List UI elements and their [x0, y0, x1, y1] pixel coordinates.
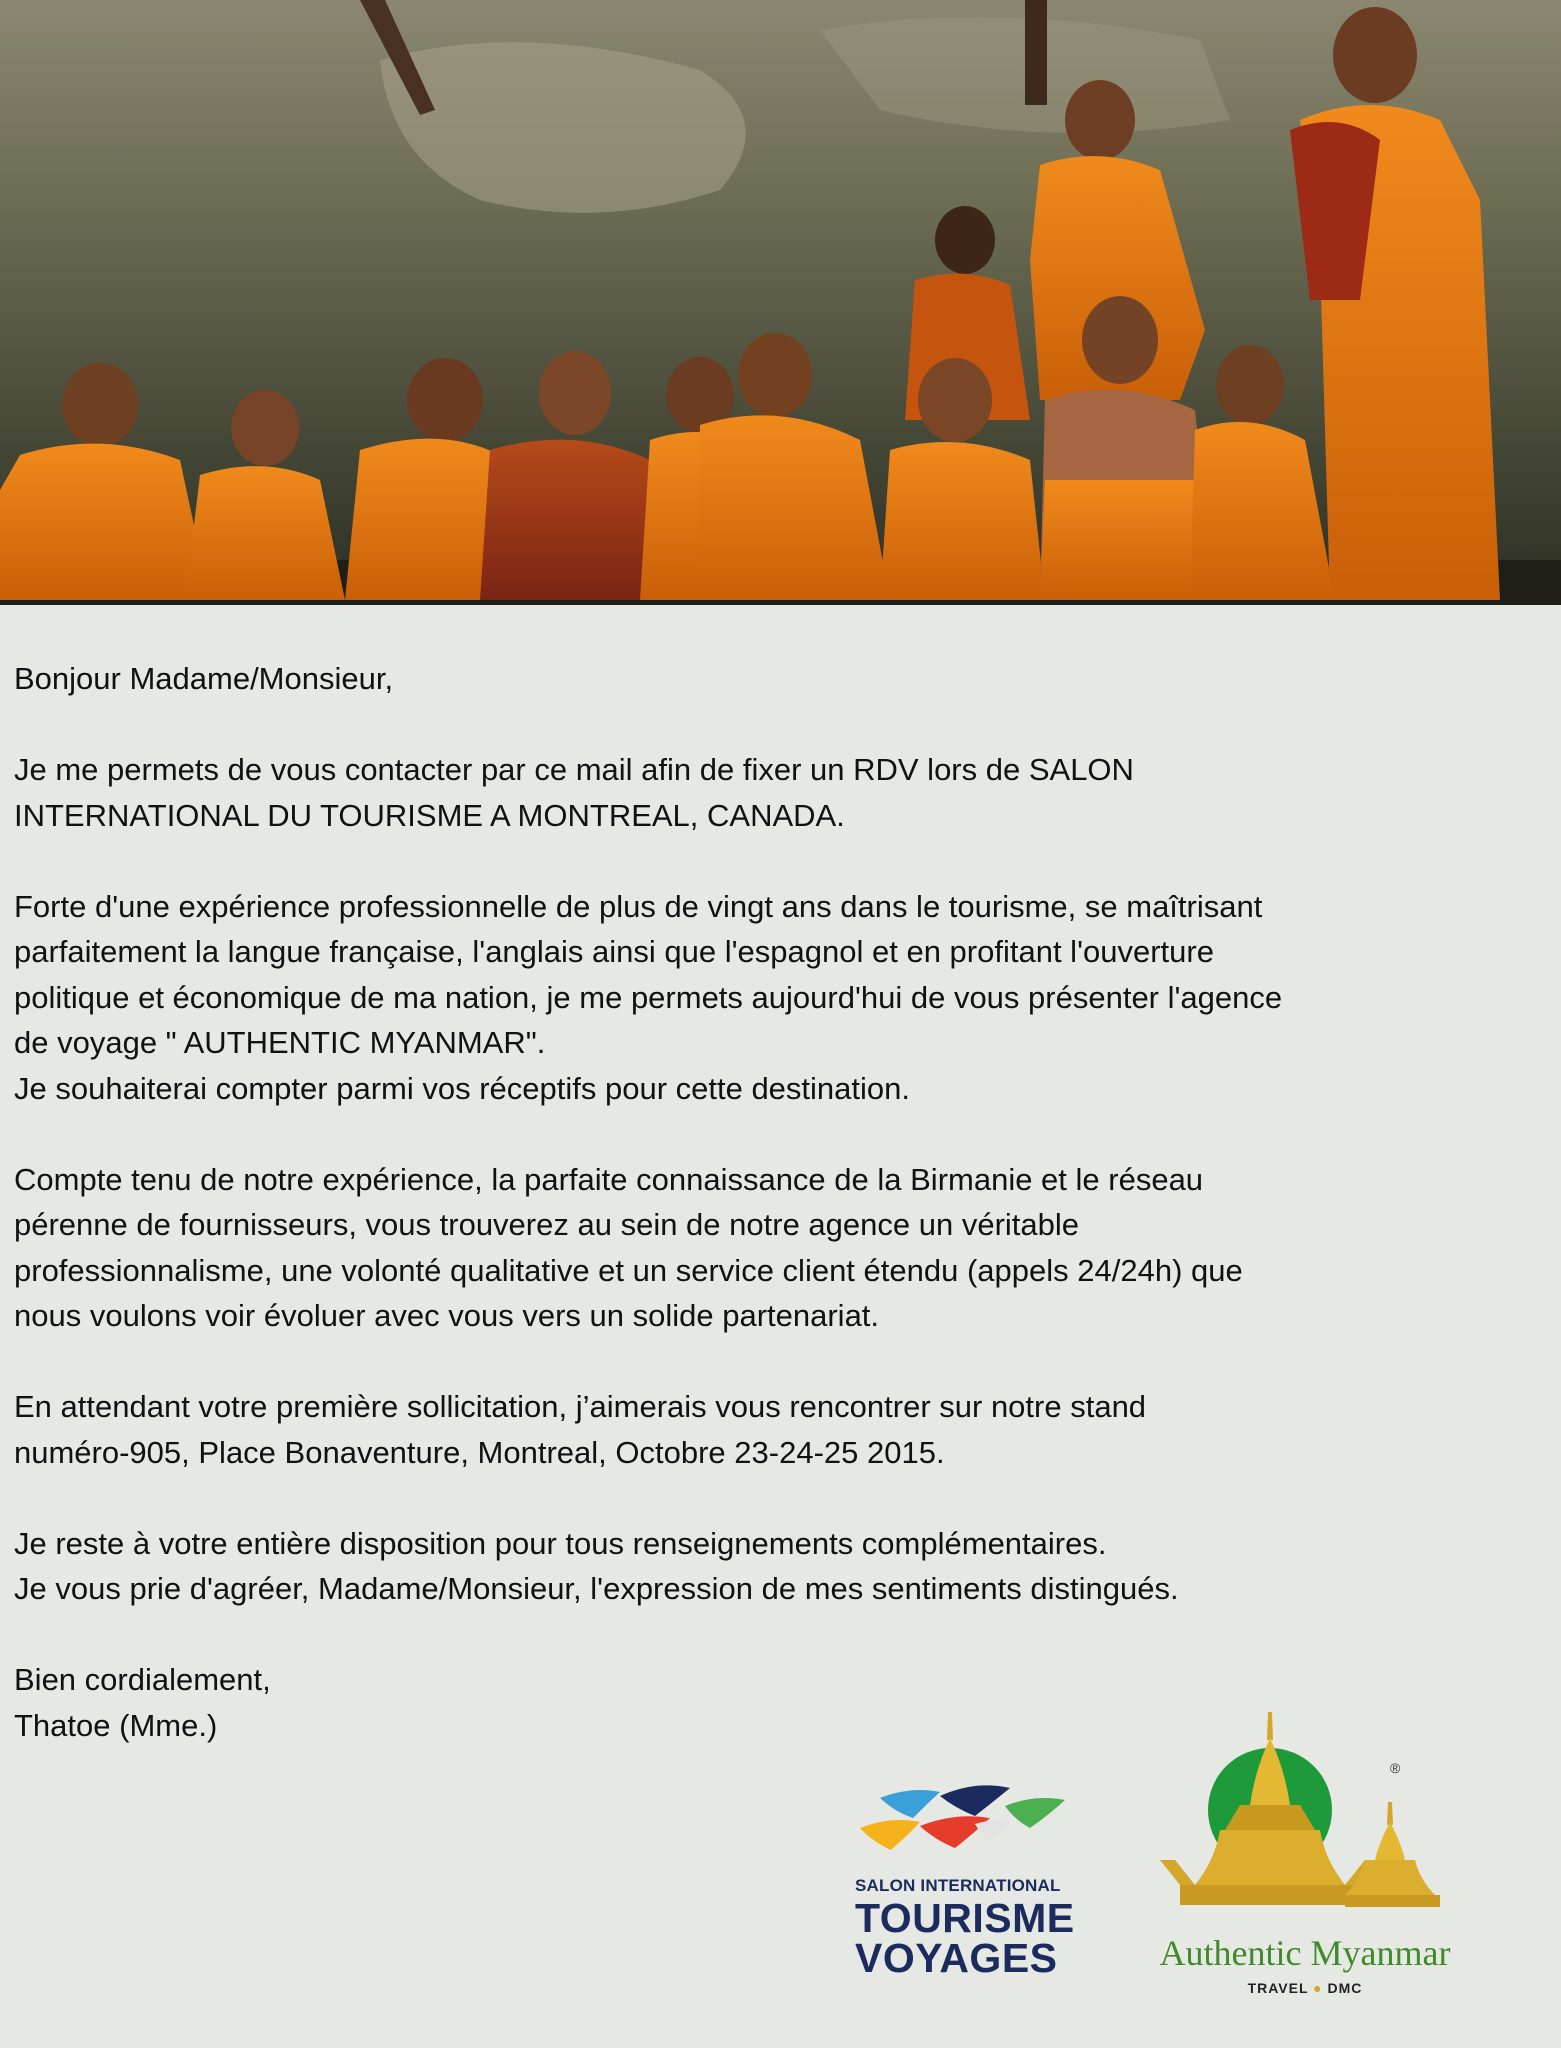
text-line: Je reste à votre entière disposition pour tous renseignements complémentaires.	[14, 1525, 1107, 1561]
text-line: En attendant votre première sollicitation, j’aimerais vous rencontrer sur notre stand	[14, 1389, 1147, 1424]
registered-mark: ®	[1390, 1760, 1401, 1776]
text-line: de voyage " AUTHENTIC MYANMAR".	[14, 1025, 546, 1060]
dot-separator: ●	[1313, 1980, 1323, 1996]
paragraph-rdv-request	[14, 747, 1549, 838]
paragraph-experience	[14, 1157, 1549, 1339]
authentic-myanmar-name: Authentic Myanmar	[1159, 1933, 1451, 1973]
authentic-myanmar-logo	[1140, 1710, 1470, 2010]
signer-name: Thatoe (Mme.)	[14, 1707, 218, 1743]
tourisme-label: TOURISME	[855, 1895, 1075, 1941]
hero-photo	[0, 0, 1561, 605]
travel-label: TRAVEL	[1247, 1980, 1309, 1996]
travel-dmc-tagline	[1140, 1980, 1470, 1996]
text-line: Je me permets de vous contacter par ce mail afin de fixer un RDV lors de SALON	[14, 752, 1134, 787]
salon-label: SALON INTERNATIONAL	[855, 1876, 1061, 1895]
voyages-label: VOYAGES	[855, 1935, 1058, 1981]
paragraph-stand-info	[14, 1384, 1549, 1475]
paragraph-politeness	[14, 1521, 1549, 1612]
pagoda-icon	[1140, 1710, 1470, 1930]
closing-line: Bien cordialement,	[14, 1662, 271, 1697]
text-line: politique et économique de ma nation, je me permets aujourd'hui de vous présenter l'agence	[14, 979, 1283, 1015]
text-line: professionnalisme, une volonté qualitative et un service client étendu (appels 24/24h) que	[14, 1252, 1243, 1288]
hero-illustration	[0, 0, 1561, 605]
salon-tourisme-voyages-logo	[855, 1778, 1075, 1981]
greeting	[14, 656, 1549, 702]
text-line: Je souhaiterai compter parmi vos réceptifs pour cette destination.	[14, 1070, 911, 1106]
text-line: INTERNATIONAL DU TOURISME A MONTREAL, CANADA.	[14, 797, 845, 833]
paragraph-agency-presentation	[14, 884, 1549, 1112]
dmc-label: DMC	[1327, 1980, 1363, 1996]
text-line: Forte d'une expérience professionnelle de plus de vingt ans dans le tourisme, se maîtrisant	[14, 888, 1263, 924]
text-line: parfaitement la langue française, l'anglais ainsi que l'espagnol et en profitant l'ouverture	[14, 934, 1214, 969]
text-line: pérenne de fournisseurs, vous trouverez au sein de notre agence un véritable	[14, 1207, 1080, 1242]
text-line: Je vous prie d'agréer, Madame/Monsieur, l'expression de mes sentiments distingués.	[14, 1571, 1179, 1606]
text-line: Compte tenu de notre expérience, la parfaite connaissance de la Birmanie et le réseau	[14, 1161, 1204, 1197]
flags-icon	[855, 1778, 1075, 1878]
text-line: nous voulons voir évoluer avec vous vers un solide partenariat.	[14, 1298, 880, 1333]
greeting-line: Bonjour Madame/Monsieur,	[14, 661, 394, 696]
letter-body	[14, 656, 1549, 1794]
text-line: numéro-905, Place Bonaventure, Montreal, Octobre 23-24-25 2015.	[14, 1434, 945, 1470]
